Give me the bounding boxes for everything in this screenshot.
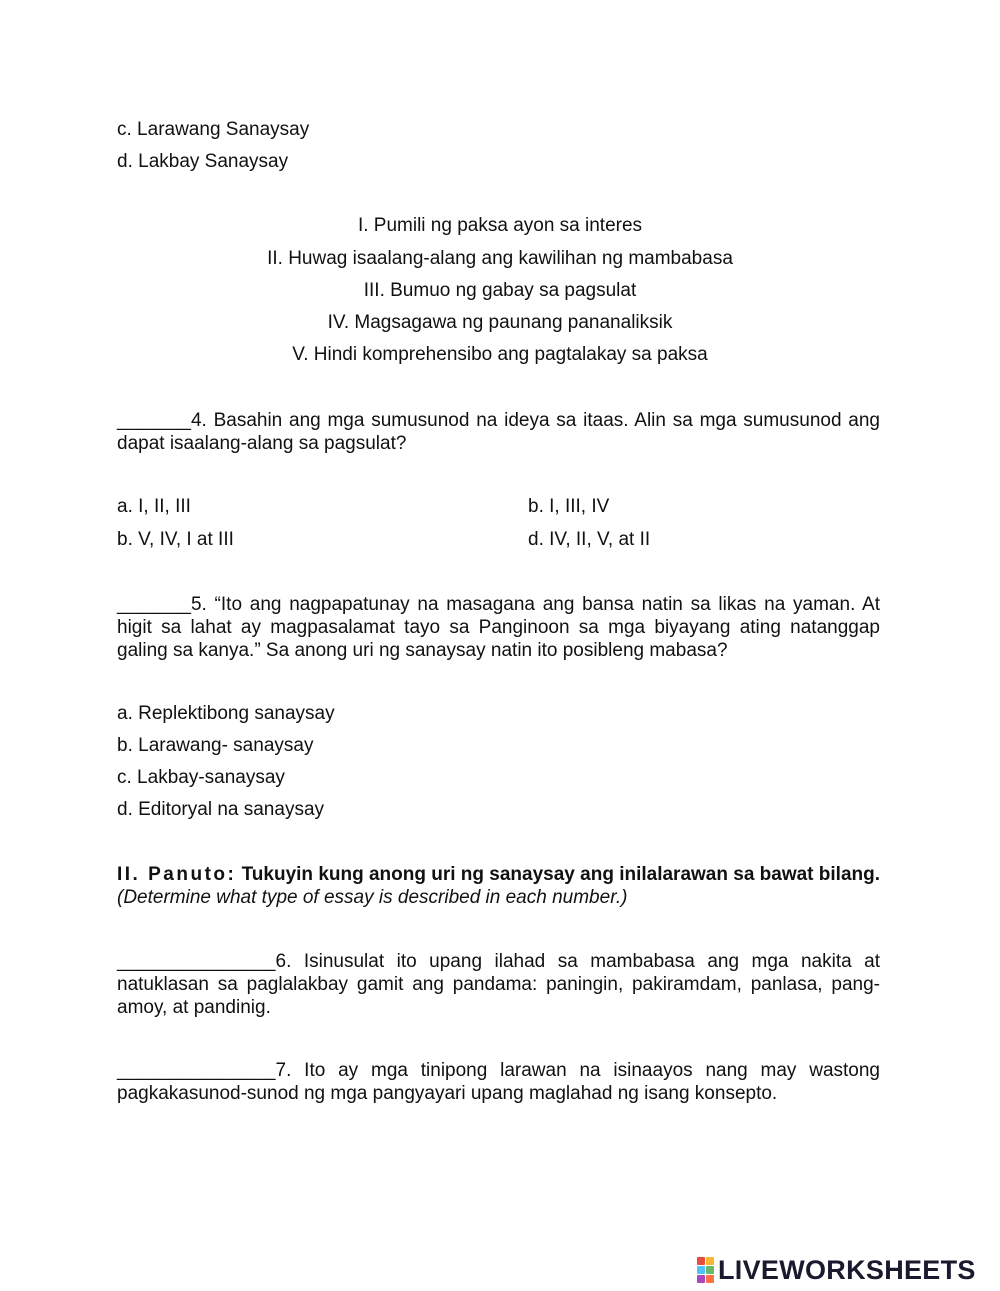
idea-5: V. Hindi komprehensibo ang pagtalakay sa paksa: [292, 344, 708, 365]
q5-option-d: d. Editoryal na sanaysay: [117, 799, 325, 820]
question-text: 7. Ito ay mga tinipong larawan na isinaayos nang may wastong pagkakasunod-sunod ng mga pangyayari upang maglahad ng isang konsepto.: [117, 1060, 880, 1104]
question-6: [117, 950, 880, 1019]
question-text: 4. Basahin ang mga sumusunod na ideya sa itaas. Alin sa mga sumusunod ang dapat isaalang-alang sa pagsulat?: [117, 410, 880, 454]
question-7: [117, 1059, 880, 1105]
logo-icon: [697, 1257, 714, 1283]
q5-option-a: a. Replektibong sanaysay: [117, 703, 335, 724]
section-label: II. Panuto:: [117, 864, 237, 885]
q3-option-d: d. Lakbay Sanaysay: [117, 151, 289, 172]
q4-option-d: d. IV, II, V, at II: [528, 529, 651, 550]
liveworksheets-logo: [697, 1256, 976, 1284]
instruction-translation: (Determine what type of essay is described in each number.): [117, 887, 628, 908]
q4-option-b: b. I, III, IV: [528, 496, 610, 517]
idea-1: I. Pumili ng paksa ayon sa interes: [357, 215, 643, 236]
instruction-text: Tukuyin kung anong uri ng sanaysay ang inilalarawan sa bawat bilang.: [241, 864, 881, 885]
answer-blank[interactable]: _______: [117, 594, 191, 615]
idea-4: IV. Magsagawa ng paunang pananaliksik: [327, 312, 673, 333]
logo-text: LIVEWORKSHEETS: [718, 1254, 976, 1285]
question-5: [117, 593, 880, 662]
section-2-instructions: [117, 863, 880, 909]
answer-blank[interactable]: _______: [117, 410, 191, 431]
answer-blank[interactable]: _______________: [117, 1060, 276, 1081]
q3-option-c: c. Larawang Sanaysay: [117, 119, 310, 140]
answer-blank[interactable]: _______________: [117, 951, 276, 972]
q5-option-c: c. Lakbay-sanaysay: [117, 767, 285, 788]
question-4: [117, 409, 880, 455]
q5-option-b: b. Larawang- sanaysay: [117, 735, 314, 756]
idea-2: II. Huwag isaalang-alang ang kawilihan ng mambabasa: [267, 248, 733, 269]
q4-option-a: a. I, II, III: [117, 496, 191, 517]
question-text: 6. Isinusulat ito upang ilahad sa mambabasa ang mga nakita at natuklasan sa paglalakbay gamit ang pandama: paningin, pakiramdam, panlasa, pang-amoy, at pandinig.: [117, 951, 880, 1018]
idea-3: III. Bumuo ng gabay sa pagsulat: [363, 280, 637, 301]
q4-option-c: b. V, IV, I at III: [117, 529, 234, 550]
question-text: 5. “Ito ang nagpapatunay na masagana ang bansa natin sa likas na yaman. At higit sa lahat ay magpasalamat tayo sa Panginoon sa mga biyayang ating natanggap galing sa kanya.” Sa anong uri ng sanaysay natin ito posibleng mabasa?: [117, 594, 880, 661]
